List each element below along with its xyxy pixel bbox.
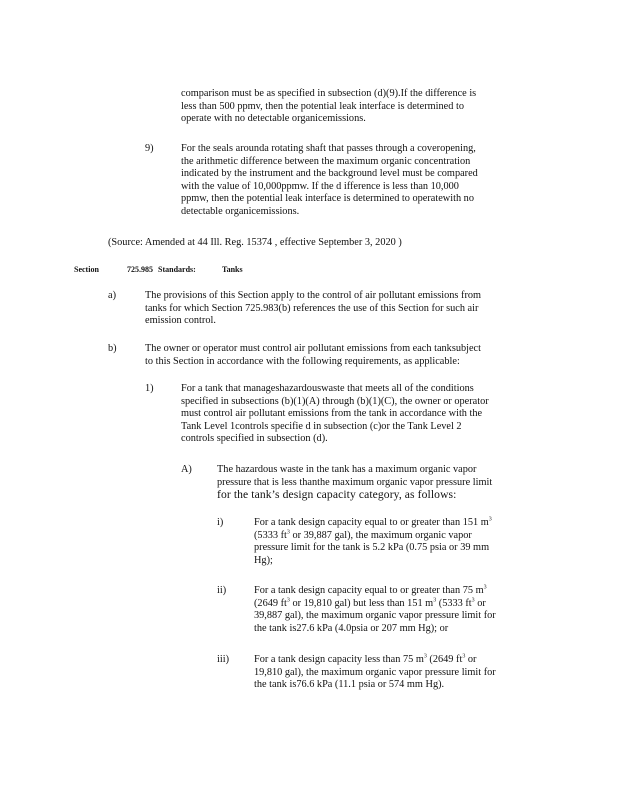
- item-9-label: 9): [145, 143, 154, 154]
- text-line: emission control.: [145, 315, 216, 327]
- item-b1-text: [181, 383, 535, 446]
- source-note: (Source: Amended at 44 Ill. Reg. 15374 , effective September 3, 2020 ): [108, 237, 402, 248]
- text-line: Tank Level 1controls specifie d in subsection (c)or the Tank Level 2: [181, 420, 462, 432]
- text-line: the tank is27.6 kPa (4.0psia or 207 mm Hg); or: [254, 622, 449, 634]
- section-number: 725.985: [127, 265, 153, 274]
- item-i-label: i): [217, 517, 224, 528]
- text-line: pressure limit for the tank is 5.2 kPa (0.75 psia or 39 mm: [254, 542, 490, 554]
- subsection-a-label: a): [108, 290, 116, 301]
- subsection-b-label: b): [108, 343, 117, 354]
- subsection-b-text: [145, 343, 535, 368]
- text-line: For a tank that manageshazardouswaste that meets all of the conditions: [181, 383, 474, 394]
- text-line: (2649 $ft^3$ or 19,810 gal) but less than 151 $m^3$ (5333 $ft^3$ or: [254, 597, 486, 609]
- text-line: 19,810 gal), the maximum organic vapor pressure limit for: [254, 666, 496, 678]
- text-line: The owner or operator must control air pollutant emissions from each tanksubject: [145, 343, 481, 354]
- text-line: For a tank design capacity equal to or greater than 75 $m^3$: [254, 584, 487, 596]
- section-word: Section: [74, 265, 99, 274]
- text-line: with the value of 10,000ppmw. If the d ifference is less than 10,000: [181, 180, 459, 192]
- text-line: controls specified in subsection (d).: [181, 433, 328, 445]
- item-b1-label: 1): [145, 383, 154, 394]
- text-line: less than 500 ppmv, then the potential leak interface is determined to: [181, 100, 464, 112]
- text-line: to this Section in accordance with the following requirements, as applicable:: [145, 355, 460, 367]
- text-line: pressure that is less thanthe maximum organic vapor pressure limit: [217, 476, 493, 488]
- text-line: (5333 $ft^3$ or 39,887 gal), the maximum organic vapor: [254, 529, 472, 541]
- text-line: for the tank’s design capacity category, as follows:: [217, 488, 457, 502]
- text-line: the tank is76.6 kPa (11.1 psia or 574 mm Hg).: [254, 679, 445, 691]
- subsection-a-text: [145, 290, 535, 328]
- text-line: For the seals arounda rotating shaft that passes through a coveropening,: [181, 143, 476, 154]
- text-line: Hg);: [254, 554, 273, 566]
- section-title: Tanks: [222, 265, 243, 274]
- item-b1A-label: A): [181, 464, 192, 475]
- text-line: must control air pollutant emissions from the tank in accordance with the: [181, 408, 483, 420]
- text-line: For a tank design capacity equal to or greater than 151 $m^3$: [254, 516, 492, 528]
- text-line: 39,887 gal), the maximum organic vapor pressure limit for: [254, 610, 496, 622]
- item-b1A-text: [217, 464, 537, 502]
- item-ii-label: ii): [217, 585, 227, 596]
- paragraph-continuation: [181, 88, 527, 126]
- text-line: For a tank design capacity less than 75 $m^3$ (2649 $ft^3$ or: [254, 653, 477, 665]
- text-line: operate with no detectable organicemissions.: [181, 113, 366, 125]
- text-line: detectable organicemissions.: [181, 205, 300, 217]
- text-line: the arithmetic difference between the maximum organic concentration: [181, 155, 471, 167]
- text-line: specified in subsections (b)(1)(A) through (b)(1)(C), the owner or operator: [181, 395, 489, 407]
- text-line: indicated by the instrument and the background level must be compared: [181, 168, 478, 180]
- text-line: The provisions of this Section apply to the control of air pollutant emissions from: [145, 290, 482, 301]
- item-iii-label: iii): [217, 654, 230, 665]
- item-iii-text: [254, 654, 538, 692]
- item-ii-text: [254, 585, 538, 635]
- text-line: ppmw, then the potential leak interface is determined to operatewith no: [181, 193, 474, 205]
- text-line: comparison must be as specified in subsection (d)(9).If the difference is: [181, 88, 477, 99]
- item-9-text: [181, 143, 527, 219]
- text-line: tanks for which Section 725.983(b) references the use of this Section for such air: [145, 302, 479, 314]
- section-standards-label: Standards:: [158, 265, 196, 274]
- item-i-text: [254, 517, 538, 567]
- text-line: The hazardous waste in the tank has a maximum organic vapor: [217, 464, 477, 475]
